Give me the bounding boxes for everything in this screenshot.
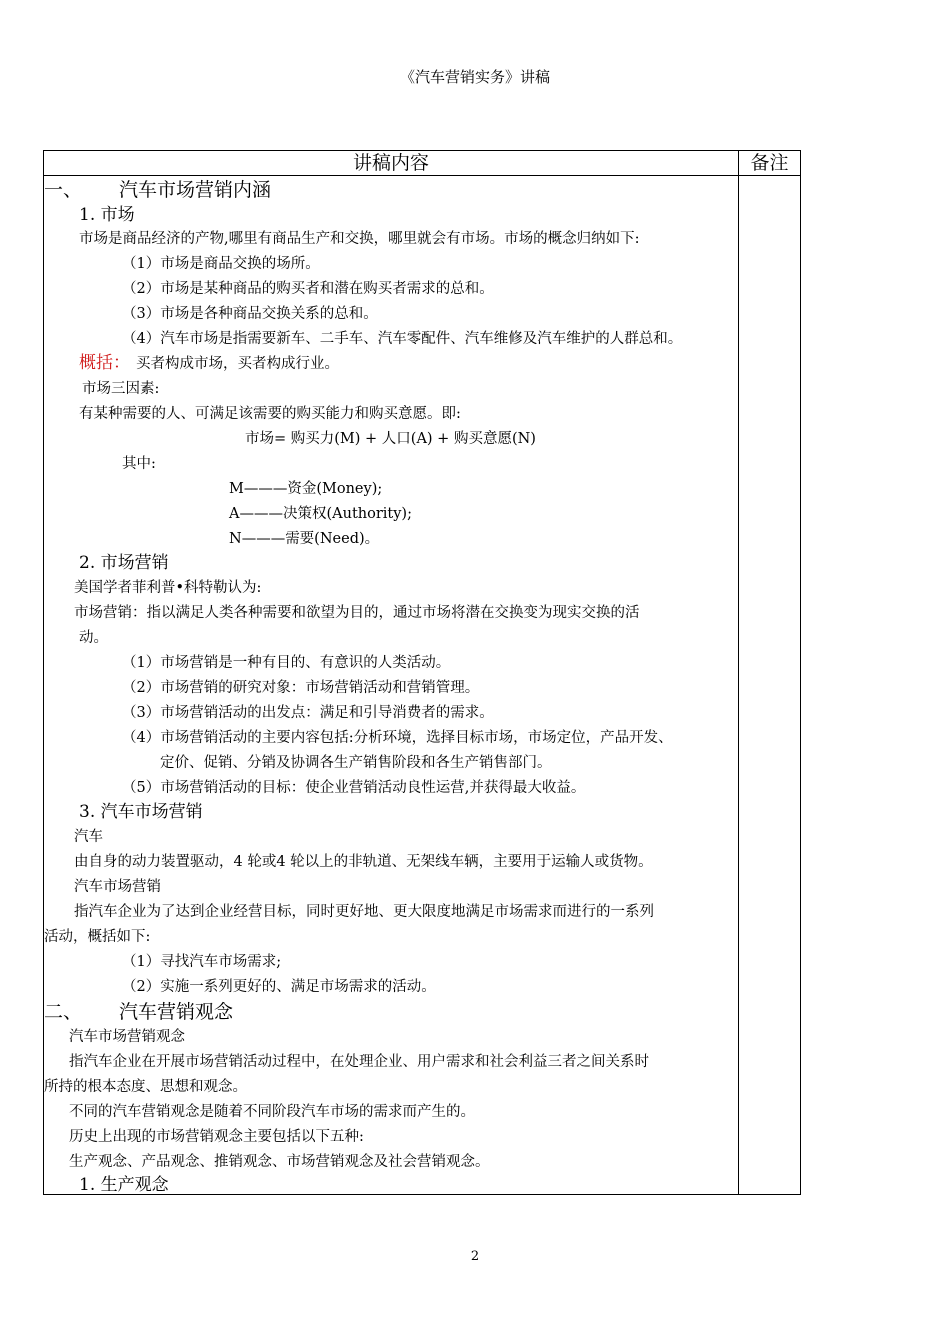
- subheading-auto-marketing: 3. 汽车市场营销: [79, 802, 203, 822]
- list-item: （2）市场是某种商品的购买者和潜在购买者需求的总和。: [122, 281, 494, 297]
- formula-term: M———资金(Money);: [229, 481, 383, 497]
- text-line: 由自身的动力装置驱动，4 轮或4 轮以上的非轨道、无架线车辆，主要用于运输人或货物。: [74, 854, 653, 870]
- text-line: 汽车市场营销: [74, 879, 161, 895]
- header-content: 讲稿内容: [352, 152, 429, 174]
- text-line: 市场营销：指以满足人类各种需要和欲望为目的，通过市场将潜在交换变为现实交换的活: [74, 605, 640, 621]
- formula-term: A———决策权(Authority);: [229, 506, 412, 522]
- lecture-table: [43, 150, 801, 1195]
- section-2-title: 汽车营销观念: [119, 1001, 234, 1023]
- summary-text: 买者构成市场，买者构成行业。: [136, 356, 339, 372]
- formula: 市场= 购买力(M) + 人口(A) + 购买意愿(N): [245, 431, 536, 447]
- text-line: 不同的汽车营销观念是随着不同阶段汽车市场的需求而产生的。: [69, 1104, 475, 1120]
- list-item: （1）寻找汽车市场需求;: [122, 954, 282, 970]
- formula-term: N———需要(Need)。: [229, 531, 380, 547]
- subheading-marketing: 2. 市场营销: [79, 553, 169, 573]
- text-line: 有某种需要的人、可满足该需要的购买能力和购买意愿。即:: [79, 406, 461, 422]
- text-line: 美国学者菲利普•科特勒认为:: [74, 580, 262, 596]
- list-item: （2）市场营销的研究对象：市场营销活动和营销管理。: [122, 680, 480, 696]
- text-line: 其中:: [122, 456, 156, 472]
- text-line: 汽车: [74, 829, 103, 845]
- list-item: （4）汽车市场是指需要新车、二手车、汽车零配件、汽车维修及汽车维护的人群总和。: [122, 331, 683, 347]
- section-1-title: 汽车市场营销内涵: [119, 179, 272, 201]
- column-divider: [738, 151, 739, 1194]
- list-item: （2）实施一系列更好的、满足市场需求的活动。: [122, 979, 436, 995]
- list-item: （1）市场是商品交换的场所。: [122, 256, 320, 272]
- subheading-market: 1. 市场: [79, 205, 135, 225]
- text-line: 所持的根本态度、思想和观念。: [44, 1079, 247, 1095]
- header-divider: [44, 175, 800, 176]
- list-item: （3）市场是各种商品交换关系的总和。: [122, 306, 378, 322]
- document-title: 《汽车营销实务》讲稿: [399, 68, 550, 86]
- subheading-production: 1. 生产观念: [79, 1175, 169, 1195]
- text-line: 活动，概括如下:: [44, 929, 151, 945]
- text-line: 动。: [79, 630, 108, 646]
- list-item: （3）市场营销活动的出发点：满足和引导消费者的需求。: [122, 705, 494, 721]
- section-2-number: 二、: [44, 1001, 83, 1023]
- text-line: 指汽车企业为了达到企业经营目标，同时更好地、更大限度地满足市场需求而进行的一系列: [74, 904, 654, 920]
- list-item: （5）市场营销活动的目标：使企业营销活动良性运营,并获得最大收益。: [122, 780, 586, 796]
- text-line: 历史上出现的市场营销观念主要包括以下五种:: [69, 1129, 364, 1145]
- header-note: 备注: [750, 152, 789, 174]
- text-line: 生产观念、产品观念、推销观念、市场营销观念及社会营销观念。: [69, 1154, 490, 1170]
- section-1-number: 一、: [44, 179, 83, 201]
- text-line: 市场三因素:: [82, 381, 160, 397]
- list-item: （1）市场营销是一种有目的、有意识的人类活动。: [122, 655, 451, 671]
- list-item-continuation: 定价、促销、分销及协调各生产销售阶段和各生产销售部门。: [160, 755, 552, 771]
- page-number: 2: [470, 1249, 480, 1264]
- summary-label: 概括：: [79, 353, 130, 373]
- text-line: 汽车市场营销观念: [69, 1029, 185, 1045]
- text-line: 指汽车企业在开展市场营销活动过程中，在处理企业、用户需求和社会利益三者之间关系时: [69, 1054, 649, 1070]
- text-line: 市场是商品经济的产物,哪里有商品生产和交换，哪里就会有市场。市场的概念归纳如下:: [79, 231, 640, 247]
- list-item: （4）市场营销活动的主要内容包括:分析环境，选择目标市场，市场定位，产品开发、: [122, 730, 673, 746]
